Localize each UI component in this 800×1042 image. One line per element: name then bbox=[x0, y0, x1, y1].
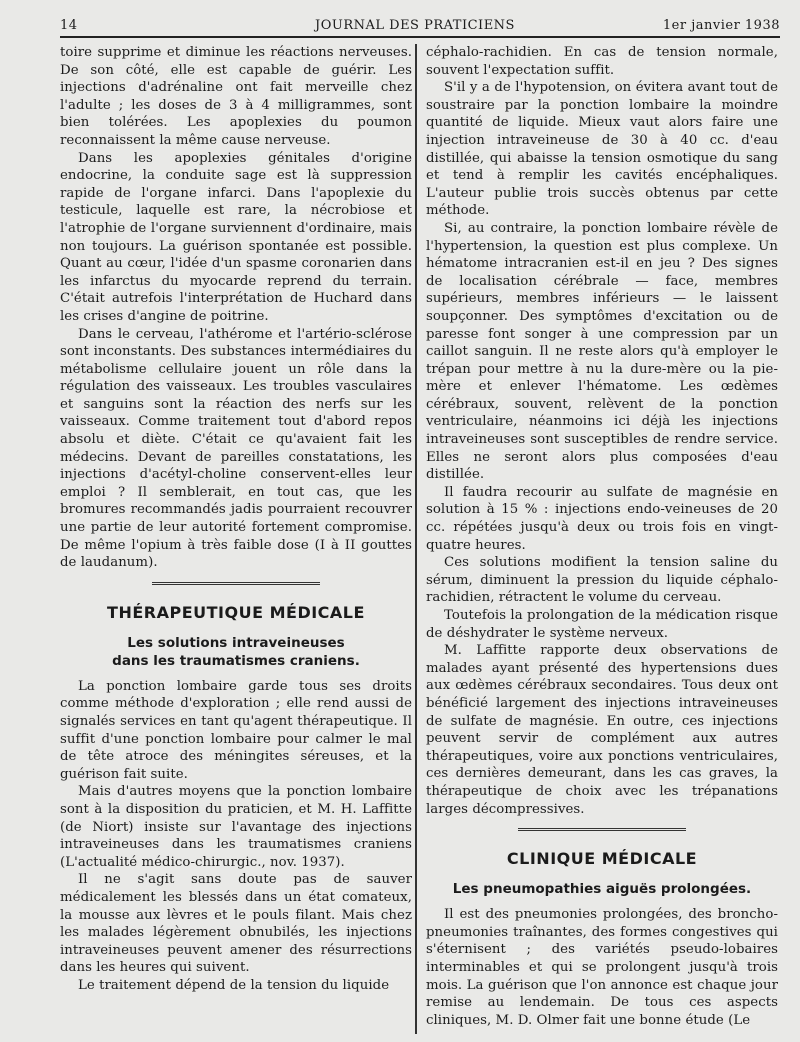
paragraph: Le traitement dépend de la tension du liquide bbox=[78, 977, 390, 993]
right-column bbox=[426, 44, 778, 1029]
paragraph: Toutefois la prolongation de la médication risque de déshydrater le système nerveux. bbox=[426, 608, 778, 641]
section-title: THÉRAPEUTIQUE MÉDICALE bbox=[107, 602, 365, 622]
paragraph: M. Laffitte rapporte deux observations de malades ayant présenté des hypertensions dues aux œdèmes cérébraux secondaires. Tous deux ont bénéficié largement des injections intraveineuses de sulfate de magnésie. En outre, ces injections peuvent servir de complément aux autres thérapeutiques, voire aux ponctions ventriculaires, ces dernières demeurant, dans les cas graves, la thérapeutique de choix avec les trépanations larges décompressives. bbox=[426, 643, 778, 817]
article-title-line: dans les traumatismes craniens. bbox=[112, 652, 360, 669]
section-separator bbox=[152, 582, 320, 587]
paragraph: La ponction lombaire garde tous ses droits comme méthode d'exploration ; elle rend aussi de signalés services en tant qu'agent thérapeutique. Il suffit d'une ponction lombaire pour calmer le mal de tête atroce des méningites séreuses, et la guérison fait suite. bbox=[60, 678, 412, 782]
page-number: 14 bbox=[60, 18, 78, 33]
paragraph: céphalo-rachidien. En cas de tension normale, souvent l'expectation suffit. bbox=[426, 45, 778, 78]
paragraph: Dans le cerveau, l'athérome et l'artério-sclérose sont inconstants. Des substances intermédiaires du métabolisme cellulaire jouent un rôle dans la régulation des vaisseaux. Les troubles vasculaires et sanguins sont la réaction des nerfs sur les vaisseaux. Comme traitement tout d'abord repos absolu et diète. C'était ce qu'avaient fait les médecins. Devant de pareilles constatations, les injections d'acétyl-choline conservent-elles leur emploi ? Il semblerait, en tout cas, que les bromures recommandés jadis pourraient recouvrer une partie de leur autorité fortement compromise. De même l'opium à très faible dose (I à II gouttes de laudanum). bbox=[60, 326, 412, 571]
paragraph: Il est des pneumonies prolongées, des broncho-pneumonies traînantes, des formes congestives qui s'éternisent ; des variétés pseudo-lobaires interminables et qui se prolongent jusqu'à trois mois. La guérison que l'on annonce est chaque jour remise au lendemain. De tous ces aspects cliniques, M. D. Olmer fait une bonne étude (Le bbox=[426, 907, 778, 1028]
paragraph: Mais d'autres moyens que la ponction lombaire sont à la disposition du praticien, et M. H. Laffitte (de Niort) insiste sur l'avantage des injections intraveineuses dans les traumatismes craniens (L'actualité médico-chirurgic., nov. 1937). bbox=[60, 784, 412, 870]
journal-title: JOURNAL DES PRATICIENS bbox=[315, 18, 515, 33]
paragraph: Dans les apoplexies génitales d'origine endocrine, la conduite sage est là suppression rapide de l'organe infarci. Dans l'apoplexie du testicule, laquelle est rare, la nécrobiose et l'atrophie de l'organe surviennent d'ordinaire, mais non toujours. La guérison spontanée est possible. Quant au cœur, l'idée d'un spasme coronarien dans les infarctus du myocarde reprend du terrain. C'était autrefois l'interprétation de Huchard dans les crises d'angine de poitrine. bbox=[60, 150, 412, 324]
column-divider bbox=[415, 44, 417, 1034]
paragraph: Ces solutions modifient la tension saline du sérum, diminuent la pression du liquide céphalo-rachidien, rétractent le volume du cerveau. bbox=[426, 555, 778, 606]
paragraph: S'il y a de l'hypotension, on évitera avant tout de soustraire par la ponction lombaire la moindre quantité de liquide. Mieux vaut alors faire une injection intraveineuse de 30 à 40 cc. d'eau distillée, qui abaisse la tension osmotique du sang et tend à remplir les cavités encéphaliques. L'auteur publie trois succès obtenus par cette méthode. bbox=[426, 80, 778, 219]
paragraph: Il faudra recourir au sulfate de magnésie en solution à 15 % : injections endo-veineuses de 20 cc. répétées jusqu'à deux ou trois fois en vingt-quatre heures. bbox=[426, 484, 778, 553]
header-rule bbox=[60, 36, 780, 38]
left-column bbox=[60, 44, 412, 995]
section-title: CLINIQUE MÉDICALE bbox=[506, 849, 698, 869]
running-header bbox=[60, 14, 780, 36]
article-title-line: Les solutions intraveineuses bbox=[127, 634, 345, 651]
issue-date: 1er janvier 1938 bbox=[662, 18, 780, 33]
article-title: Les pneumopathies aiguës prolongées. bbox=[452, 881, 752, 898]
paragraph: Il ne s'agit sans doute pas de sauver médicalement les blessés dans un état comateux, la mousse aux lèvres et le pouls filant. Mais chez les malades légèrement obnubilés, les injections intraveineuses peuvent amener des résurrections dans les heures qui suivent. bbox=[60, 872, 412, 976]
section-separator bbox=[518, 828, 686, 833]
paragraph: Si, au contraire, la ponction lombaire révèle de l'hypertension, la question est plus complexe. Un hématome intracranien est-il en jeu ? Des signes de localisation cérébrale — face, membres supérieurs, membres inférieurs — le laissent soupçonner. Des symptômes d'excitation ou de paresse font songer à une compression par un caillot sanguin. Il ne reste alors qu'à employer le trépan pour mettre à nu la dure-mère ou la pie-mère et enlever l'hématome. Les œdèmes cérébraux, souvent, relèvent de la ponction ventriculaire, néanmoins ici déjà les injections intraveineuses sont susceptibles de rendre service. Elles ne seront alors plus composées d'eau distillée. bbox=[426, 220, 778, 483]
paragraph: toire supprime et diminue les réactions nerveuses. De son côté, elle est capable de guérir. Les injections d'adrénaline ont fait merveille chez l'adulte ; les doses de 3 à 4 milligrammes, sont bien tolérées. Les apoplexies du poumon reconnaissent la même cause nerveuse. bbox=[60, 45, 412, 148]
article-title bbox=[60, 634, 412, 670]
